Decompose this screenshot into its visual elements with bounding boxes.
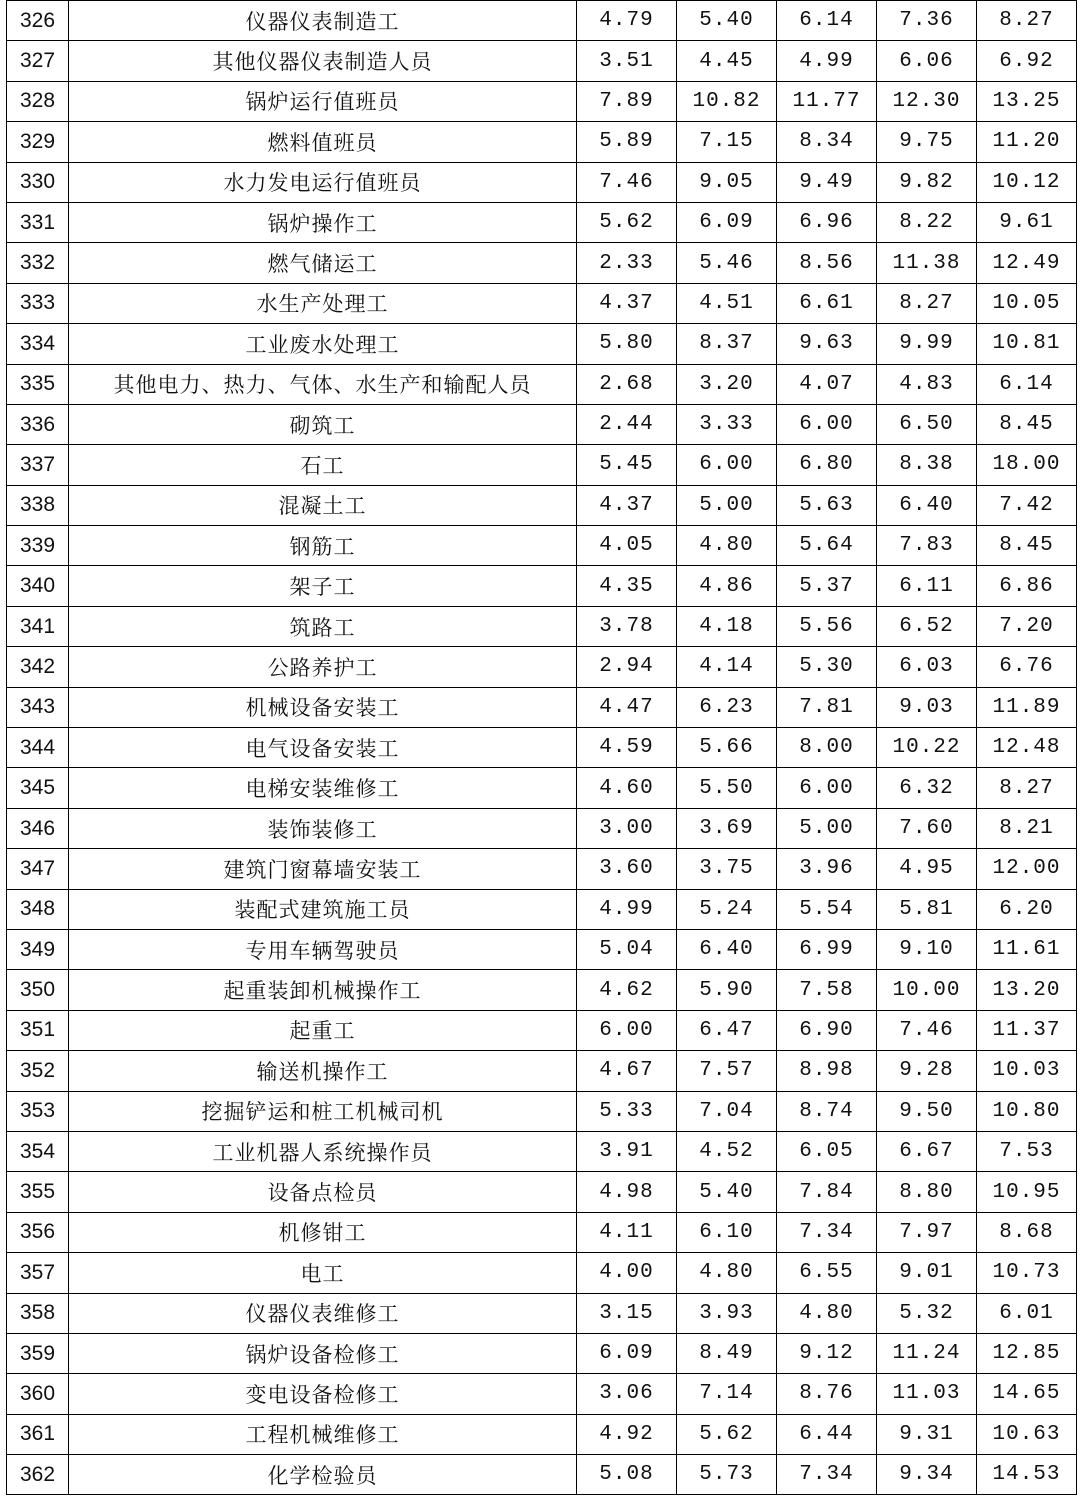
wage-value-cell-3: 5.30 xyxy=(777,647,877,687)
wage-value-cell-3: 5.56 xyxy=(777,606,877,646)
occupation-name-cell: 变电设备检修工 xyxy=(69,1374,577,1414)
wage-value-cell-5: 10.12 xyxy=(977,162,1077,202)
wage-value-cell-3: 9.12 xyxy=(777,1333,877,1373)
wage-value-cell-2: 6.00 xyxy=(677,445,777,485)
wage-value-cell-2: 6.23 xyxy=(677,687,777,727)
wage-value-cell-3: 6.61 xyxy=(777,283,877,323)
table-row xyxy=(7,768,1077,808)
table-row xyxy=(7,1414,1077,1454)
wage-value-cell-1: 3.78 xyxy=(577,606,677,646)
table-row xyxy=(7,404,1077,444)
wage-value-cell-1: 3.91 xyxy=(577,1131,677,1171)
wage-value-cell-4: 6.50 xyxy=(877,404,977,444)
table-row xyxy=(7,1051,1077,1091)
table-row xyxy=(7,929,1077,969)
wage-value-cell-1: 4.35 xyxy=(577,566,677,606)
row-number-cell: 362 xyxy=(7,1455,69,1495)
wage-value-cell-1: 4.37 xyxy=(577,485,677,525)
table-row xyxy=(7,1,1077,41)
row-number-cell: 352 xyxy=(7,1051,69,1091)
occupation-name-cell: 水生产处理工 xyxy=(69,283,577,323)
table-row xyxy=(7,81,1077,121)
occupation-name-cell: 混凝土工 xyxy=(69,485,577,525)
wage-value-cell-1: 4.37 xyxy=(577,283,677,323)
occupation-name-cell: 仪器仪表制造工 xyxy=(69,1,577,41)
wage-value-cell-3: 6.14 xyxy=(777,1,877,41)
wage-value-cell-4: 6.67 xyxy=(877,1131,977,1171)
occupation-name-cell: 锅炉操作工 xyxy=(69,202,577,242)
table-row xyxy=(7,243,1077,283)
wage-value-cell-1: 4.67 xyxy=(577,1051,677,1091)
wage-value-cell-1: 4.99 xyxy=(577,889,677,929)
wage-value-cell-2: 4.45 xyxy=(677,41,777,81)
occupation-name-cell: 建筑门窗幕墙安装工 xyxy=(69,849,577,889)
wage-value-cell-4: 6.11 xyxy=(877,566,977,606)
wage-value-cell-3: 6.00 xyxy=(777,768,877,808)
table-row xyxy=(7,808,1077,848)
wage-value-cell-5: 6.76 xyxy=(977,647,1077,687)
table-row xyxy=(7,849,1077,889)
wage-value-cell-3: 6.55 xyxy=(777,1253,877,1293)
occupation-name-cell: 钢筋工 xyxy=(69,526,577,566)
row-number-cell: 338 xyxy=(7,485,69,525)
table-row xyxy=(7,1374,1077,1414)
wage-value-cell-1: 4.11 xyxy=(577,1212,677,1252)
wage-value-cell-5: 12.49 xyxy=(977,243,1077,283)
wage-value-cell-1: 5.08 xyxy=(577,1455,677,1495)
wage-value-cell-2: 3.33 xyxy=(677,404,777,444)
wage-value-cell-3: 7.58 xyxy=(777,970,877,1010)
row-number-cell: 354 xyxy=(7,1131,69,1171)
row-number-cell: 329 xyxy=(7,122,69,162)
wage-value-cell-2: 5.24 xyxy=(677,889,777,929)
wage-value-cell-1: 5.89 xyxy=(577,122,677,162)
table-row xyxy=(7,162,1077,202)
wage-value-cell-3: 6.96 xyxy=(777,202,877,242)
row-number-cell: 331 xyxy=(7,202,69,242)
wage-value-cell-4: 9.31 xyxy=(877,1414,977,1454)
occupation-name-cell: 其他仪器仪表制造人员 xyxy=(69,41,577,81)
wage-value-cell-3: 5.00 xyxy=(777,808,877,848)
wage-value-cell-5: 6.92 xyxy=(977,41,1077,81)
occupation-name-cell: 装饰装修工 xyxy=(69,808,577,848)
wage-value-cell-4: 8.38 xyxy=(877,445,977,485)
occupation-name-cell: 设备点检员 xyxy=(69,1172,577,1212)
occupation-name-cell: 锅炉运行值班员 xyxy=(69,81,577,121)
row-number-cell: 349 xyxy=(7,929,69,969)
wage-value-cell-4: 6.52 xyxy=(877,606,977,646)
wage-value-cell-3: 8.76 xyxy=(777,1374,877,1414)
wage-value-cell-3: 8.74 xyxy=(777,1091,877,1131)
table-body xyxy=(7,1,1077,1495)
wage-value-cell-3: 6.80 xyxy=(777,445,877,485)
row-number-cell: 337 xyxy=(7,445,69,485)
wage-value-cell-1: 5.04 xyxy=(577,929,677,969)
wage-value-cell-2: 7.04 xyxy=(677,1091,777,1131)
row-number-cell: 358 xyxy=(7,1293,69,1333)
wage-value-cell-4: 11.24 xyxy=(877,1333,977,1373)
wage-value-cell-5: 10.73 xyxy=(977,1253,1077,1293)
occupation-name-cell: 专用车辆驾驶员 xyxy=(69,929,577,969)
row-number-cell: 327 xyxy=(7,41,69,81)
wage-value-cell-5: 10.63 xyxy=(977,1414,1077,1454)
wage-value-cell-3: 7.81 xyxy=(777,687,877,727)
wage-value-cell-2: 4.18 xyxy=(677,606,777,646)
wage-value-cell-5: 6.01 xyxy=(977,1293,1077,1333)
wage-value-cell-1: 4.62 xyxy=(577,970,677,1010)
wage-value-cell-4: 12.30 xyxy=(877,81,977,121)
wage-value-cell-5: 6.14 xyxy=(977,364,1077,404)
wage-value-cell-4: 9.50 xyxy=(877,1091,977,1131)
wage-value-cell-4: 6.40 xyxy=(877,485,977,525)
table-row xyxy=(7,1212,1077,1252)
wage-value-cell-3: 9.49 xyxy=(777,162,877,202)
wage-value-cell-1: 7.89 xyxy=(577,81,677,121)
occupation-name-cell: 电工 xyxy=(69,1253,577,1293)
wage-value-cell-2: 6.09 xyxy=(677,202,777,242)
table-row xyxy=(7,283,1077,323)
row-number-cell: 350 xyxy=(7,970,69,1010)
wage-value-cell-4: 8.22 xyxy=(877,202,977,242)
wage-value-cell-2: 5.90 xyxy=(677,970,777,1010)
wage-value-cell-3: 7.34 xyxy=(777,1455,877,1495)
wage-value-cell-2: 7.15 xyxy=(677,122,777,162)
wage-value-cell-4: 5.81 xyxy=(877,889,977,929)
wage-value-cell-2: 4.14 xyxy=(677,647,777,687)
occupation-name-cell: 公路养护工 xyxy=(69,647,577,687)
occupation-name-cell: 石工 xyxy=(69,445,577,485)
wage-value-cell-3: 6.05 xyxy=(777,1131,877,1171)
wage-value-cell-1: 3.06 xyxy=(577,1374,677,1414)
row-number-cell: 356 xyxy=(7,1212,69,1252)
wage-value-cell-5: 10.95 xyxy=(977,1172,1077,1212)
wage-value-cell-5: 13.20 xyxy=(977,970,1077,1010)
wage-value-cell-2: 10.82 xyxy=(677,81,777,121)
wage-value-cell-1: 4.92 xyxy=(577,1414,677,1454)
row-number-cell: 330 xyxy=(7,162,69,202)
wage-value-cell-2: 3.93 xyxy=(677,1293,777,1333)
row-number-cell: 326 xyxy=(7,1,69,41)
wage-value-cell-4: 5.32 xyxy=(877,1293,977,1333)
occupation-name-cell: 燃料值班员 xyxy=(69,122,577,162)
wage-value-cell-4: 10.22 xyxy=(877,728,977,768)
wage-value-cell-1: 3.60 xyxy=(577,849,677,889)
wage-value-cell-1: 2.68 xyxy=(577,364,677,404)
wage-value-cell-5: 11.37 xyxy=(977,1010,1077,1050)
table-row xyxy=(7,1010,1077,1050)
wage-value-cell-2: 5.50 xyxy=(677,768,777,808)
table-row xyxy=(7,202,1077,242)
wage-value-cell-2: 5.40 xyxy=(677,1,777,41)
wage-value-cell-3: 11.77 xyxy=(777,81,877,121)
row-number-cell: 355 xyxy=(7,1172,69,1212)
wage-value-cell-4: 11.03 xyxy=(877,1374,977,1414)
wage-value-cell-3: 5.37 xyxy=(777,566,877,606)
table-row xyxy=(7,728,1077,768)
wage-value-cell-3: 9.63 xyxy=(777,324,877,364)
wage-value-cell-1: 2.33 xyxy=(577,243,677,283)
occupation-name-cell: 燃气储运工 xyxy=(69,243,577,283)
wage-value-cell-5: 8.27 xyxy=(977,1,1077,41)
table-row xyxy=(7,606,1077,646)
table-row xyxy=(7,1131,1077,1171)
occupation-name-cell: 装配式建筑施工员 xyxy=(69,889,577,929)
wage-value-cell-3: 3.96 xyxy=(777,849,877,889)
wage-value-cell-5: 12.00 xyxy=(977,849,1077,889)
wage-value-cell-5: 8.68 xyxy=(977,1212,1077,1252)
wage-value-cell-5: 10.80 xyxy=(977,1091,1077,1131)
wage-value-cell-2: 6.40 xyxy=(677,929,777,969)
occupation-name-cell: 工程机械维修工 xyxy=(69,1414,577,1454)
wage-value-cell-2: 3.69 xyxy=(677,808,777,848)
row-number-cell: 345 xyxy=(7,768,69,808)
occupation-name-cell: 挖掘铲运和桩工机械司机 xyxy=(69,1091,577,1131)
wage-value-cell-4: 11.38 xyxy=(877,243,977,283)
wage-value-cell-5: 7.53 xyxy=(977,1131,1077,1171)
row-number-cell: 344 xyxy=(7,728,69,768)
wage-value-cell-3: 7.84 xyxy=(777,1172,877,1212)
wage-value-cell-5: 10.81 xyxy=(977,324,1077,364)
wage-value-cell-2: 6.10 xyxy=(677,1212,777,1252)
wage-value-cell-5: 8.27 xyxy=(977,768,1077,808)
row-number-cell: 336 xyxy=(7,404,69,444)
wage-value-cell-3: 8.98 xyxy=(777,1051,877,1091)
wage-value-cell-5: 11.89 xyxy=(977,687,1077,727)
wage-value-cell-3: 8.56 xyxy=(777,243,877,283)
wage-value-cell-5: 7.20 xyxy=(977,606,1077,646)
wage-value-cell-2: 9.05 xyxy=(677,162,777,202)
wage-value-cell-5: 14.65 xyxy=(977,1374,1077,1414)
table-row xyxy=(7,122,1077,162)
wage-value-cell-4: 6.32 xyxy=(877,768,977,808)
row-number-cell: 348 xyxy=(7,889,69,929)
wage-value-cell-3: 8.00 xyxy=(777,728,877,768)
wage-value-cell-4: 7.83 xyxy=(877,526,977,566)
wage-value-cell-3: 6.99 xyxy=(777,929,877,969)
wage-value-cell-4: 7.36 xyxy=(877,1,977,41)
wage-value-cell-1: 4.00 xyxy=(577,1253,677,1293)
table-row xyxy=(7,647,1077,687)
wage-value-cell-2: 5.73 xyxy=(677,1455,777,1495)
occupation-name-cell: 起重装卸机械操作工 xyxy=(69,970,577,1010)
table-row xyxy=(7,1455,1077,1495)
wage-value-cell-3: 6.44 xyxy=(777,1414,877,1454)
wage-value-cell-1: 4.60 xyxy=(577,768,677,808)
wage-value-cell-2: 5.66 xyxy=(677,728,777,768)
wage-value-cell-3: 5.54 xyxy=(777,889,877,929)
wage-value-cell-4: 8.80 xyxy=(877,1172,977,1212)
wage-value-cell-5: 10.03 xyxy=(977,1051,1077,1091)
wage-value-cell-1: 7.46 xyxy=(577,162,677,202)
wage-value-cell-5: 7.42 xyxy=(977,485,1077,525)
occupation-name-cell: 机修钳工 xyxy=(69,1212,577,1252)
wage-value-cell-5: 12.85 xyxy=(977,1333,1077,1373)
wage-value-cell-3: 4.07 xyxy=(777,364,877,404)
wage-value-cell-4: 4.95 xyxy=(877,849,977,889)
wage-value-cell-3: 8.34 xyxy=(777,122,877,162)
row-number-cell: 360 xyxy=(7,1374,69,1414)
wage-value-cell-2: 5.40 xyxy=(677,1172,777,1212)
wage-value-cell-4: 9.10 xyxy=(877,929,977,969)
wage-value-cell-4: 7.60 xyxy=(877,808,977,848)
wage-value-cell-5: 14.53 xyxy=(977,1455,1077,1495)
table-row xyxy=(7,687,1077,727)
wage-value-cell-4: 7.97 xyxy=(877,1212,977,1252)
wage-value-cell-5: 6.20 xyxy=(977,889,1077,929)
occupation-name-cell: 化学检验员 xyxy=(69,1455,577,1495)
occupation-name-cell: 其他电力、热力、气体、水生产和输配人员 xyxy=(69,364,577,404)
wage-value-cell-1: 4.47 xyxy=(577,687,677,727)
wage-value-cell-2: 5.62 xyxy=(677,1414,777,1454)
wage-value-cell-1: 3.51 xyxy=(577,41,677,81)
wage-value-cell-1: 6.00 xyxy=(577,1010,677,1050)
wage-value-cell-4: 7.46 xyxy=(877,1010,977,1050)
wage-value-cell-2: 4.86 xyxy=(677,566,777,606)
wage-value-cell-2: 7.57 xyxy=(677,1051,777,1091)
wage-value-cell-3: 5.64 xyxy=(777,526,877,566)
wage-value-cell-1: 5.62 xyxy=(577,202,677,242)
wage-value-cell-3: 6.00 xyxy=(777,404,877,444)
table-row xyxy=(7,1333,1077,1373)
wage-value-cell-3: 6.90 xyxy=(777,1010,877,1050)
wage-value-cell-2: 4.80 xyxy=(677,526,777,566)
table-row xyxy=(7,970,1077,1010)
occupation-name-cell: 工业机器人系统操作员 xyxy=(69,1131,577,1171)
row-number-cell: 341 xyxy=(7,606,69,646)
wage-value-cell-1: 4.59 xyxy=(577,728,677,768)
table-row xyxy=(7,526,1077,566)
wage-value-cell-1: 4.79 xyxy=(577,1,677,41)
wage-value-cell-4: 9.01 xyxy=(877,1253,977,1293)
wage-value-cell-5: 12.48 xyxy=(977,728,1077,768)
row-number-cell: 340 xyxy=(7,566,69,606)
wage-value-cell-2: 5.00 xyxy=(677,485,777,525)
wage-value-cell-5: 8.45 xyxy=(977,404,1077,444)
wage-value-cell-1: 4.05 xyxy=(577,526,677,566)
table-row xyxy=(7,485,1077,525)
row-number-cell: 361 xyxy=(7,1414,69,1454)
table-row xyxy=(7,1172,1077,1212)
wage-value-cell-5: 10.05 xyxy=(977,283,1077,323)
table-row xyxy=(7,324,1077,364)
occupation-name-cell: 电气设备安装工 xyxy=(69,728,577,768)
wage-value-cell-5: 6.86 xyxy=(977,566,1077,606)
wage-value-cell-2: 3.20 xyxy=(677,364,777,404)
wage-value-cell-4: 9.82 xyxy=(877,162,977,202)
wage-value-cell-2: 4.80 xyxy=(677,1253,777,1293)
wage-value-cell-5: 11.61 xyxy=(977,929,1077,969)
table-row xyxy=(7,1293,1077,1333)
table-row xyxy=(7,889,1077,929)
row-number-cell: 347 xyxy=(7,849,69,889)
wage-value-cell-4: 9.28 xyxy=(877,1051,977,1091)
wage-value-cell-3: 4.99 xyxy=(777,41,877,81)
wage-value-cell-5: 13.25 xyxy=(977,81,1077,121)
row-number-cell: 357 xyxy=(7,1253,69,1293)
wage-value-cell-1: 2.44 xyxy=(577,404,677,444)
wage-value-cell-1: 5.80 xyxy=(577,324,677,364)
occupation-name-cell: 工业废水处理工 xyxy=(69,324,577,364)
row-number-cell: 334 xyxy=(7,324,69,364)
row-number-cell: 359 xyxy=(7,1333,69,1373)
wage-value-cell-2: 5.46 xyxy=(677,243,777,283)
wage-value-cell-1: 3.00 xyxy=(577,808,677,848)
occupation-name-cell: 锅炉设备检修工 xyxy=(69,1333,577,1373)
wage-value-cell-4: 9.99 xyxy=(877,324,977,364)
row-number-cell: 351 xyxy=(7,1010,69,1050)
occupation-name-cell: 水力发电运行值班员 xyxy=(69,162,577,202)
wage-value-cell-2: 4.51 xyxy=(677,283,777,323)
table-row xyxy=(7,41,1077,81)
table-row xyxy=(7,445,1077,485)
row-number-cell: 342 xyxy=(7,647,69,687)
wage-value-cell-5: 18.00 xyxy=(977,445,1077,485)
table-row xyxy=(7,1253,1077,1293)
wage-value-cell-2: 8.37 xyxy=(677,324,777,364)
wage-value-cell-4: 9.75 xyxy=(877,122,977,162)
table-row xyxy=(7,1091,1077,1131)
row-number-cell: 328 xyxy=(7,81,69,121)
wage-value-cell-4: 6.06 xyxy=(877,41,977,81)
wage-value-cell-4: 9.03 xyxy=(877,687,977,727)
wage-value-cell-3: 4.80 xyxy=(777,1293,877,1333)
wage-value-cell-1: 2.94 xyxy=(577,647,677,687)
wage-value-cell-1: 5.33 xyxy=(577,1091,677,1131)
occupation-name-cell: 仪器仪表维修工 xyxy=(69,1293,577,1333)
occupation-name-cell: 砌筑工 xyxy=(69,404,577,444)
occupation-name-cell: 输送机操作工 xyxy=(69,1051,577,1091)
wage-value-cell-5: 8.21 xyxy=(977,808,1077,848)
wage-value-cell-5: 8.45 xyxy=(977,526,1077,566)
row-number-cell: 343 xyxy=(7,687,69,727)
wage-value-cell-3: 5.63 xyxy=(777,485,877,525)
table-row xyxy=(7,364,1077,404)
row-number-cell: 335 xyxy=(7,364,69,404)
row-number-cell: 339 xyxy=(7,526,69,566)
wage-value-cell-2: 4.52 xyxy=(677,1131,777,1171)
wage-value-cell-1: 3.15 xyxy=(577,1293,677,1333)
wage-value-cell-4: 8.27 xyxy=(877,283,977,323)
occupation-name-cell: 机械设备安装工 xyxy=(69,687,577,727)
wage-value-cell-1: 4.98 xyxy=(577,1172,677,1212)
occupation-name-cell: 筑路工 xyxy=(69,606,577,646)
wage-value-cell-2: 8.49 xyxy=(677,1333,777,1373)
wage-value-cell-2: 7.14 xyxy=(677,1374,777,1414)
wage-value-cell-4: 10.00 xyxy=(877,970,977,1010)
row-number-cell: 346 xyxy=(7,808,69,848)
wage-value-cell-3: 7.34 xyxy=(777,1212,877,1252)
wage-value-cell-1: 6.09 xyxy=(577,1333,677,1373)
wage-value-cell-4: 9.34 xyxy=(877,1455,977,1495)
occupation-name-cell: 电梯安装维修工 xyxy=(69,768,577,808)
occupation-name-cell: 架子工 xyxy=(69,566,577,606)
row-number-cell: 353 xyxy=(7,1091,69,1131)
table-row xyxy=(7,566,1077,606)
wage-value-cell-4: 4.83 xyxy=(877,364,977,404)
wage-value-cell-5: 9.61 xyxy=(977,202,1077,242)
wage-value-cell-2: 3.75 xyxy=(677,849,777,889)
wage-table xyxy=(6,0,1077,1495)
wage-value-cell-2: 6.47 xyxy=(677,1010,777,1050)
row-number-cell: 332 xyxy=(7,243,69,283)
row-number-cell: 333 xyxy=(7,283,69,323)
wage-value-cell-4: 6.03 xyxy=(877,647,977,687)
occupation-name-cell: 起重工 xyxy=(69,1010,577,1050)
wage-value-cell-5: 11.20 xyxy=(977,122,1077,162)
wage-value-cell-1: 5.45 xyxy=(577,445,677,485)
